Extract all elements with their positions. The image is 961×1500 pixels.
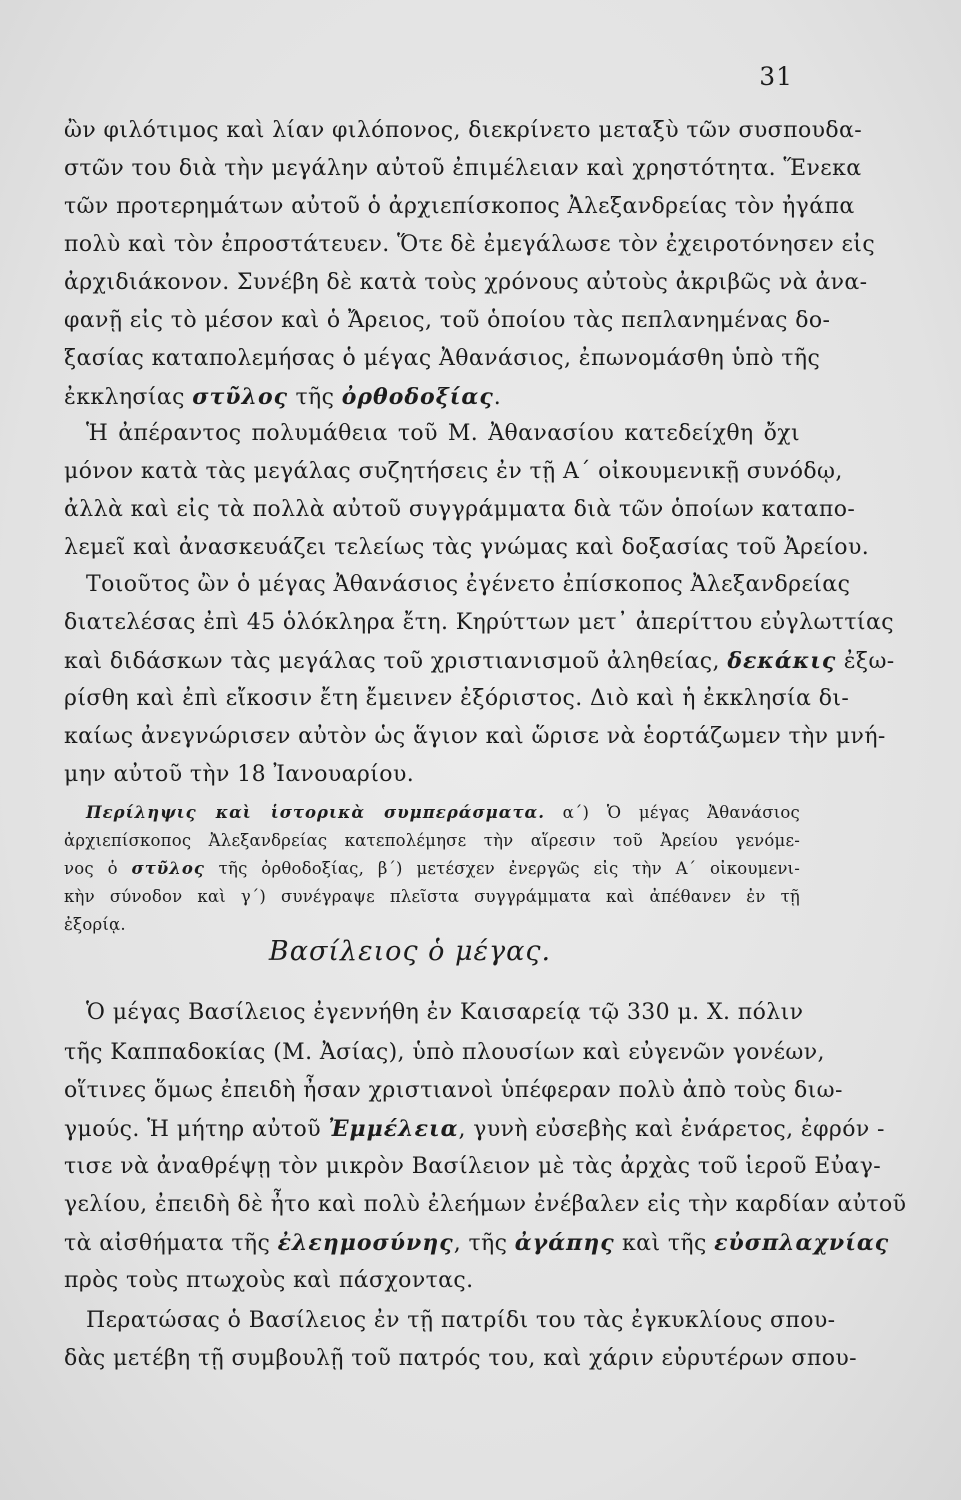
text-line — [64, 384, 800, 410]
text-line: τισε νὰ ἀναθρέψῃ τὸν μικρὸν Βασίλειον μὲ τὰς ἀρχὰς τοῦ ἱεροῦ Εὐαγ- — [64, 1154, 882, 1179]
emphasis-term: ὀρθοδοξίας — [341, 384, 494, 410]
text-line: γελίου, ἐπειδὴ δὲ ἦτο καὶ πολὺ ἐλεήμων ἐνέβαλεν εἰς τὴν καρδίαν αὐτοῦ — [64, 1192, 907, 1217]
text-run: καὶ τῆς — [614, 1231, 715, 1256]
text-line: ρίσθη καὶ ἐπὶ εἴκοσιν ἔτη ἔμεινεν ἐξόριστος. Διὸ καὶ ἡ ἐκκλησία δι- — [64, 686, 850, 711]
summary-line: ἀρχιεπίσκοπος Ἀλεξανδρείας κατεπολέμησε τὴν αἵρεσιν τοῦ Ἀρείου γενόμε- — [64, 831, 800, 850]
summary-label: Περίληψις καὶ ἱστορικὰ συμπεράσματα. — [86, 803, 545, 822]
text-line: Τοιοῦτος ὢν ὁ μέγας Ἀθανάσιος ἐγένετο ἐπίσκοπος Ἀλεξανδρείας — [86, 572, 851, 597]
section-heading: Βασίλειος ὁ μέγας. — [268, 936, 552, 967]
text-line: ἀρχιδιάκονον. Συνέβη δὲ κατὰ τοὺς χρόνους αὐτοὺς ἀκριβῶς νὰ ἀνα- — [64, 270, 868, 295]
text-line: Περατώσας ὁ Βασίλειος ἐν τῇ πατρίδι του τὰς ἐγκυκλίους σπου- — [86, 1308, 836, 1333]
text-line: τῶν προτερημάτων αὐτοῦ ὁ ἀρχιεπίσκοπος Ἀλεξανδρείας τὸν ἠγάπα — [64, 194, 855, 219]
page-number: 31 — [759, 62, 793, 91]
text-run: α΄) Ὁ μέγας Ἀθανάσιος — [544, 803, 800, 822]
text-line: φανῇ εἰς τὸ μέσον καὶ ὁ Ἄρειος, τοῦ ὁποίου τὰς πεπλανημένας δο- — [64, 308, 831, 333]
text-run: τῆς ὀρθοδοξίας, β΄) μετέσχεν ἐνεργῶς εἰς τὴν Α΄ οἰκουμενι- — [204, 859, 800, 878]
text-run: γμούς. Ἡ μήτηρ αὐτοῦ — [64, 1117, 329, 1142]
text-run: νος ὁ — [64, 859, 132, 878]
text-line — [64, 1230, 890, 1256]
text-line: πρὸς τοὺς πτωχοὺς καὶ πάσχοντας. — [64, 1268, 474, 1293]
text-line: καίως ἀνεγνώρισεν αὐτὸν ὡς ἅγιον καὶ ὥρισε νὰ ἑορτάζωμεν τὴν μνή- — [64, 724, 886, 749]
text-run: τῆς — [288, 385, 342, 410]
text-line: μόνον κατὰ τὰς μεγάλας συζητήσεις ἐν τῇ Α΄ οἰκουμενικῇ συνόδῳ, — [64, 459, 843, 484]
emphasis-term: στῦλος — [131, 859, 205, 878]
text-line: ξασίας καταπολεμήσας ὁ μέγας Ἀθανάσιος, ἐπωνομάσθη ὑπὸ τῆς — [64, 346, 821, 371]
summary-line — [64, 859, 800, 878]
text-run: , γυνὴ εὐσεβὴς καὶ ἐνάρετος, ἐφρόν - — [458, 1117, 885, 1142]
text-run: ἐξω- — [836, 649, 895, 674]
text-line: λεμεῖ καὶ ἀνασκευάζει τελείως τὰς γνώμας καὶ δοξασίας τοῦ Ἀρείου. — [64, 535, 870, 560]
emphasis-term: στῦλος — [192, 384, 289, 410]
summary-line: ἐξορίᾳ. — [64, 915, 126, 934]
emphasis-term: ἐλεημοσύνης — [277, 1230, 454, 1256]
text-line: πολὺ καὶ τὸν ἐπροστάτευεν. Ὅτε δὲ ἐμεγάλωσε τὸν ἐχειροτόνησεν εἰς — [64, 232, 876, 257]
text-run: τὰ αἰσθήματα τῆς — [64, 1231, 278, 1256]
text-line — [64, 648, 895, 674]
text-line: μην αὐτοῦ τὴν 18 Ἰανουαρίου. — [64, 762, 415, 787]
text-line: τῆς Καππαδοκίας (Μ. Ἀσίας), ὑπὸ πλουσίων καὶ εὐγενῶν γονέων, — [64, 1040, 825, 1065]
text-run: . — [493, 385, 502, 410]
emphasis-term: εὐσπλαχνίας — [714, 1230, 890, 1256]
text-line: οἵτινες ὅμως ἐπειδὴ ἦσαν χριστιανοὶ ὑπέφεραν πολὺ ἀπὸ τοὺς διω- — [64, 1078, 843, 1103]
text-line: ἀλλὰ καὶ εἰς τὰ πολλὰ αὐτοῦ συγγράμματα διὰ τῶν ὁποίων καταπο- — [64, 497, 856, 522]
text-line: ὢν φιλότιμος καὶ λίαν φιλόπονος, διεκρίνετο μεταξὺ τῶν συσπουδα- — [64, 118, 863, 143]
text-run: καὶ διδάσκων τὰς μεγάλας τοῦ χριστιανισμοῦ ἀληθείας, — [64, 649, 728, 674]
text-run: , τῆς — [453, 1231, 515, 1256]
emphasis-term: ἀγάπης — [514, 1230, 615, 1256]
emphasis-term: δεκάκις — [727, 648, 837, 674]
emphasis-term: Ἐμμέλεια — [328, 1116, 459, 1142]
text-line: δὰς μετέβη τῇ συμβουλῇ τοῦ πατρός του, καὶ χάριν εὐρυτέρων σπου- — [64, 1346, 857, 1371]
text-line: διατελέσας ἐπὶ 45 ὁλόκληρα ἔτη. Κηρύττων μετ᾽ ἀπερίττου εὐγλωττίας — [64, 610, 894, 635]
text-line — [64, 1116, 885, 1142]
summary-line: κὴν σύνοδον καὶ γ΄) συνέγραψε πλεῖστα συγγράμματα καὶ ἀπέθανεν ἐν τῇ — [64, 887, 800, 906]
text-line: στῶν του διὰ τὴν μεγάλην αὐτοῦ ἐπιμέλειαν καὶ χρηστότητα. Ἕνεκα — [64, 156, 862, 181]
summary-line — [86, 803, 800, 822]
text-line: Ὁ μέγας Βασίλειος ἐγεννήθη ἐν Καισαρείᾳ τῷ 330 μ. Χ. πόλιν — [86, 1000, 804, 1025]
text-line: Ἡ ἀπέραντος πολυμάθεια τοῦ Μ. Ἀθανασίου κατεδείχθη ὄχι — [86, 421, 800, 446]
text-run: ἐκκλησίας — [64, 385, 193, 410]
